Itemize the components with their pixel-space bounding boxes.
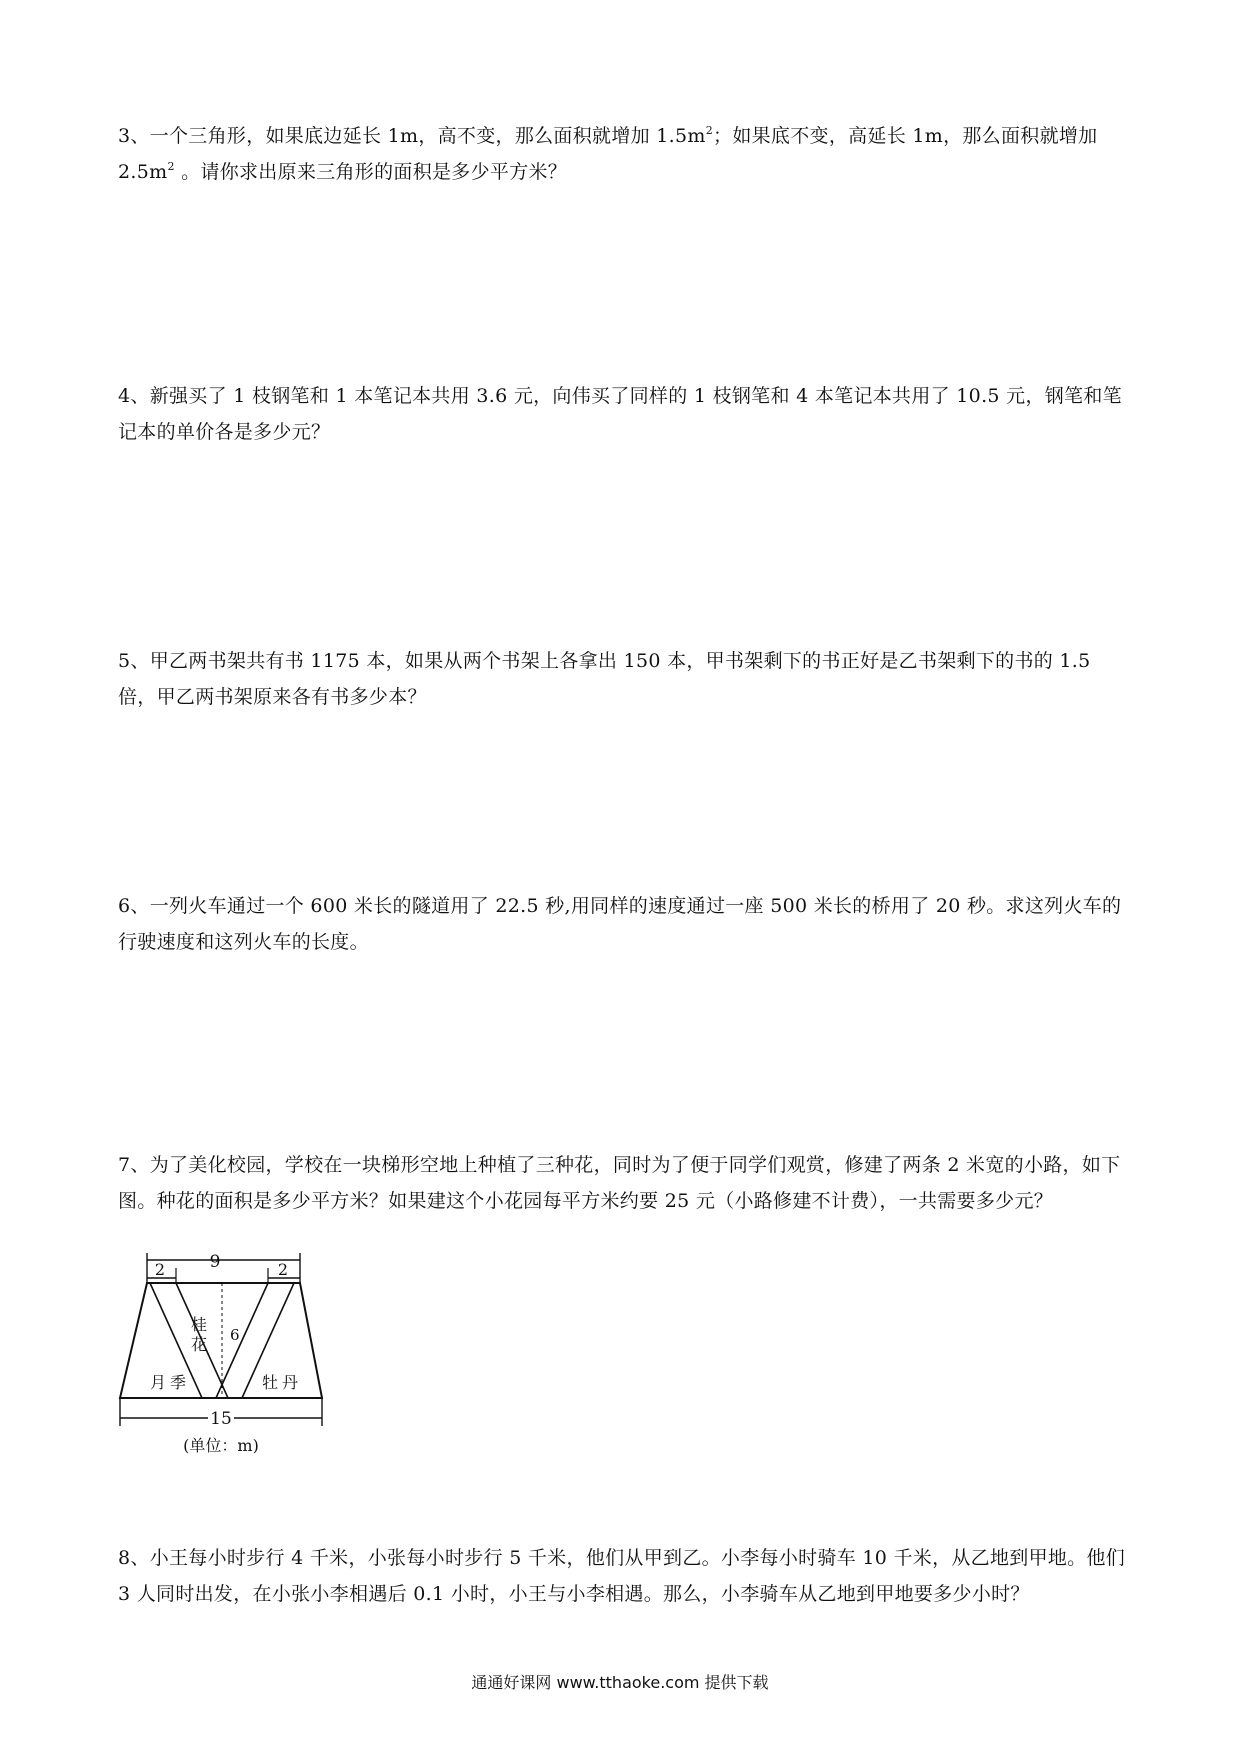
bottom-width-label: 15 (210, 1409, 232, 1429)
problem-7-text: 7、为了美化校园，学校在一块梯形空地上种植了三种花，同时为了便于同学们观赏，修建了两条 2 米宽的小路，如下图。种花的面积是多少平方米？如果建这个小花园每平方米约要 25 元（小路修建不计费），一共需要多少元？ (118, 1154, 1121, 1212)
top-width-label: 9 (209, 1252, 221, 1272)
problem-7 (118, 1147, 1128, 1219)
problem-3 (118, 118, 1128, 190)
problem-4-text: 4、新强买了 1 枝钢笔和 1 本笔记本共用 3.6 元，向伟买了同样的 1 枝钢笔和 4 本笔记本共用了 10.5 元，钢笔和笔记本的单价各是多少元？ (118, 385, 1122, 443)
height-label: 6 (230, 1326, 240, 1344)
page-footer: 通通好课网 www.tthaoke.com 提供下载 (471, 1673, 769, 1692)
problem-3-text: 3、一个三角形，如果底边延长 1m，高不变，那么面积就增加 $1.5m^2$；如果底不变，高延长 1m，那么面积就增加 $2.5m^2$ 。请你求出原来三角形的面积是多少平方米？ (118, 124, 1098, 183)
left-path-width-label: 2 (154, 1260, 166, 1279)
problem-8 (118, 1540, 1128, 1612)
right-path-width-label: 2 (277, 1260, 289, 1279)
problem-6 (118, 888, 1128, 960)
problem-6-text: 6、一列火车通过一个 600 米长的隧道用了 22.5 秒,用同样的速度通过一座 500 米长的桥用了 20 秒。求这列火车的行驶速度和这列火车的长度。 (118, 895, 1122, 953)
trapezoid-garden-figure (112, 1248, 372, 1508)
problem-4 (118, 378, 1128, 450)
right-path-edge-outer (216, 1283, 268, 1398)
region-right-label: 牡丹 (262, 1373, 303, 1392)
region-middle-label: 桂花 (188, 1316, 208, 1356)
region-left-label: 月季 (150, 1373, 191, 1392)
problem-5-text: 5、甲乙两书架共有书 1175 本，如果从两个书架上各拿出 150 本，甲书架剩下的书正好是乙书架剩下的书的 1.5 倍，甲乙两书架原来各有书多少本？ (118, 650, 1091, 708)
unit-label: (单位：m) (183, 1436, 259, 1455)
problem-8-text: 8、小王每小时步行 4 千米，小张每小时步行 5 千米，他们从甲到乙。小李每小时骑车 10 千米，从乙地到甲地。他们 3 人同时出发，在小张小李相遇后 0.1 小时，小王与小李相遇。那么，小李骑车从乙地到甲地要多少小时？ (118, 1547, 1126, 1605)
problem-5 (118, 643, 1128, 715)
